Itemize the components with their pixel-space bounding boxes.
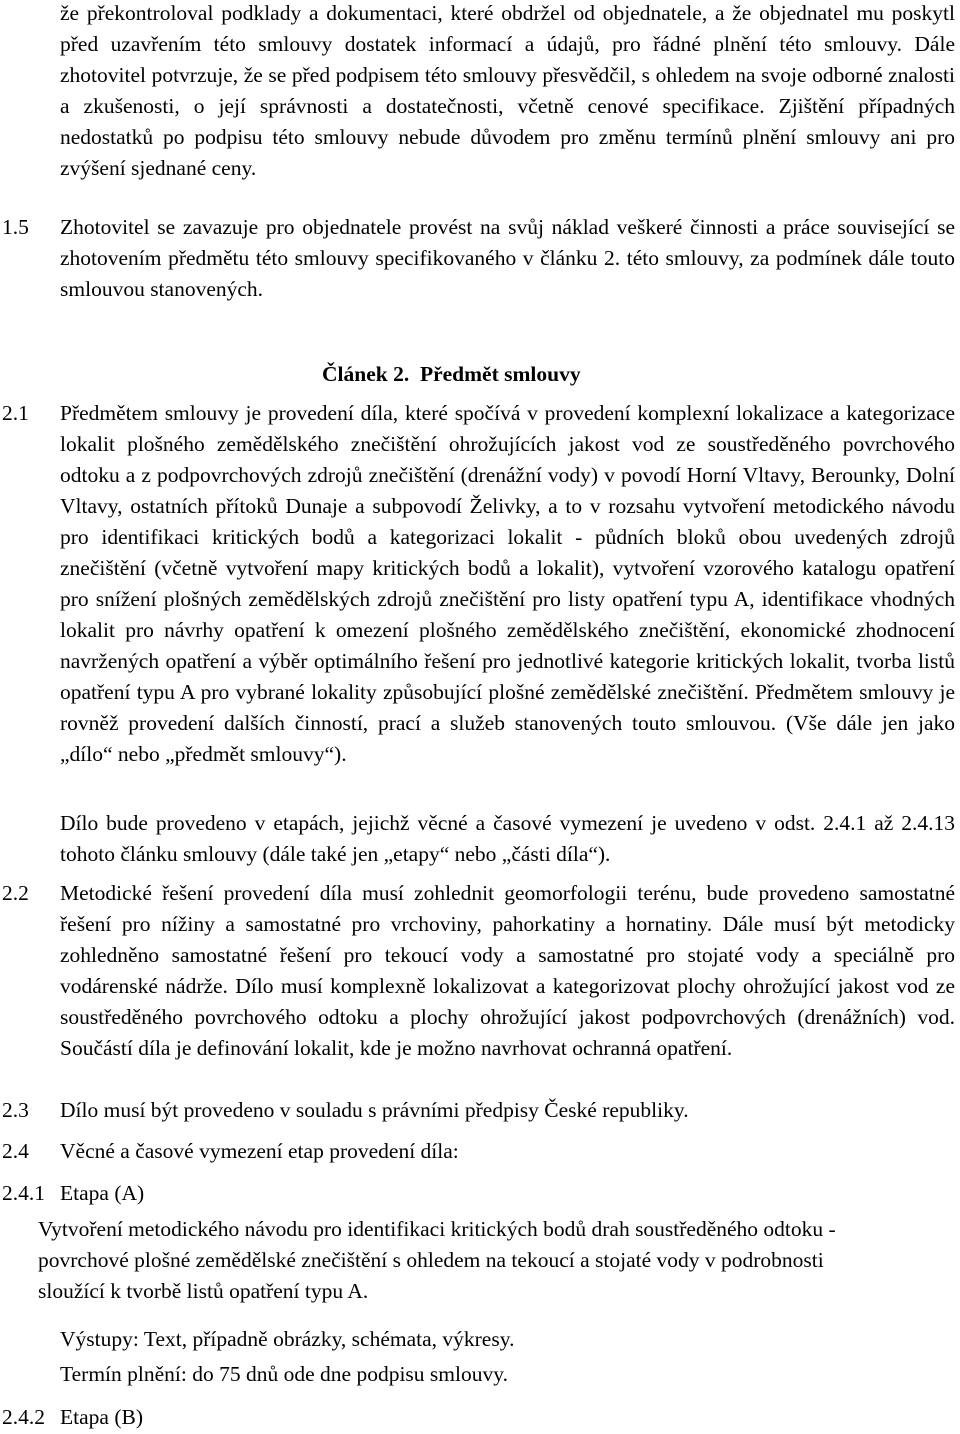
section-number-2-1: 2.1	[2, 401, 29, 425]
section-number-2-4-1: 2.4.1	[2, 1181, 45, 1205]
section-2-1-text: Předmětem smlouvy je provedení díla, které spočívá v provedení komplexní lokalizace a kategorizace lokalit plošného zemědělského znečištění ohrožujících jakost vod ze soustředěného povrchového odtoku a z podpovrchových zdrojů znečištění (drenážní vody) v povodí Horní Vltavy, Berounky, Dolní Vltavy, ostatních přítoků Dunaje a subpovodí Želivky, a to v rozsahu vytvoření metodického návodu pro identifikaci kritických bodů a kategorizaci lokalit - půdních bloků obou uvedených zdrojů znečištění (včetně vytvoření mapy kritických bodů a lokalit), vytvoření vzorového katalogu opatření pro snížení plošných zemědělských zdrojů znečištění pro listy opatření typu A, identifikace vhodných lokalit pro návrhy opatření k omezení plošného zemědělského znečištění, ekonomické zhodnocení navržených opatření a výběr optimálního řešení pro jednotlivé kategorie kritických lokalit, tvorba listů opatření typu A pro vybrané lokality způsobující plošné zemědělské znečištění. Předmětem smlouvy je rovněž provedení dalších činností, prací a služeb stanovených touto smlouvou. (Vše dále jen jako „dílo“ nebo „předmět smlouvy“).	[60, 401, 955, 766]
section-2-2-text: Metodické řešení provedení díla musí zohlednit geomorfologii terénu, bude provedeno samostatné řešení pro nížiny a samostatné pro vrchoviny, pahorkatiny a hornatiny. Dále musí být metodicky zohledněno samostatné řešení pro tekoucí vody a samostatné pro stojaté vody a speciálně pro vodárenské nádrže. Dílo musí komplexně lokalizovat a kategorizovat plochy ohrožující jakost vod ze soustředěného povrchového odtoku a plochy ohrožující jakost podpovrchových (drenážních) vod. Součástí díla je definování lokalit, kde je možno navrhovat ochranná opatření.	[60, 881, 955, 1060]
section-2-3-text: Dílo musí být provedeno v souladu s právními předpisy České republiky.	[60, 1098, 689, 1122]
intro-paragraph: že překontroloval podklady a dokumentaci, které obdržel od objednatele, a že objednatel mu poskytl před uzavřením této smlouvy dostatek informací a údajů, pro řádné plnění této smlouvy. Dále zhotovitel potvrzuje, že se před podpisem této smlouvy přesvědčil, s ohledem na svoje odborné znalosti a zkušenosti, o její správnosti a dostatečnosti, včetně cenové specifikace. Zjištění případných nedostatků po podpisu této smlouvy nebude důvodem pro změnu termínů plnění smlouvy ani pro zvýšení sjednané ceny.	[60, 1, 955, 180]
section-2-4-1-text: Vytvoření metodického návodu pro identifikaci kritických bodů drah soustředěného odtoku - povrchové plošné zemědělské znečištění s ohledem na tekoucí a stojaté vody v podrobnosti sloužící k tvorbě listů opatření typu A.	[38, 1217, 836, 1303]
section-2-4-text: Věcné a časové vymezení etap provedení díla:	[60, 1139, 459, 1163]
section-number-2-4: 2.4	[2, 1139, 29, 1163]
section-2-4-1-outputs: Výstupy: Text, případně obrázky, schémata, výkresy.	[60, 1327, 515, 1351]
section-2-4-1-deadline: Termín plnění: do 75 dnů ode dne podpisu smlouvy.	[60, 1362, 508, 1386]
section-2-4-1-title: Etapa (A)	[60, 1181, 145, 1205]
article-heading	[322, 359, 581, 390]
section-1-5-text: Zhotovitel se zavazuje pro objednatele provést na svůj náklad veškeré činnosti a práce související se zhotovením předmětu této smlouvy specifikovaného v článku 2. této smlouvy, za podmínek dále touto smlouvou stanovených.	[60, 215, 955, 301]
section-2-1-text-continued: Dílo bude provedeno v etapách, jejichž věcné a časové vymezení je uvedeno v odst. 2.4.1 až 2.4.13 tohoto článku smlouvy (dále také jen „etapy“ nebo „části díla“).	[60, 811, 955, 866]
section-number-2-3: 2.3	[2, 1098, 29, 1122]
article-number: Článek 2.	[322, 362, 410, 386]
section-number-2-4-2: 2.4.2	[2, 1405, 45, 1429]
section-2-4-2-title: Etapa (B)	[60, 1405, 143, 1429]
article-title: Předmět smlouvy	[419, 362, 581, 386]
section-number-2-2: 2.2	[2, 881, 29, 905]
section-number-1-5: 1.5	[2, 215, 29, 239]
